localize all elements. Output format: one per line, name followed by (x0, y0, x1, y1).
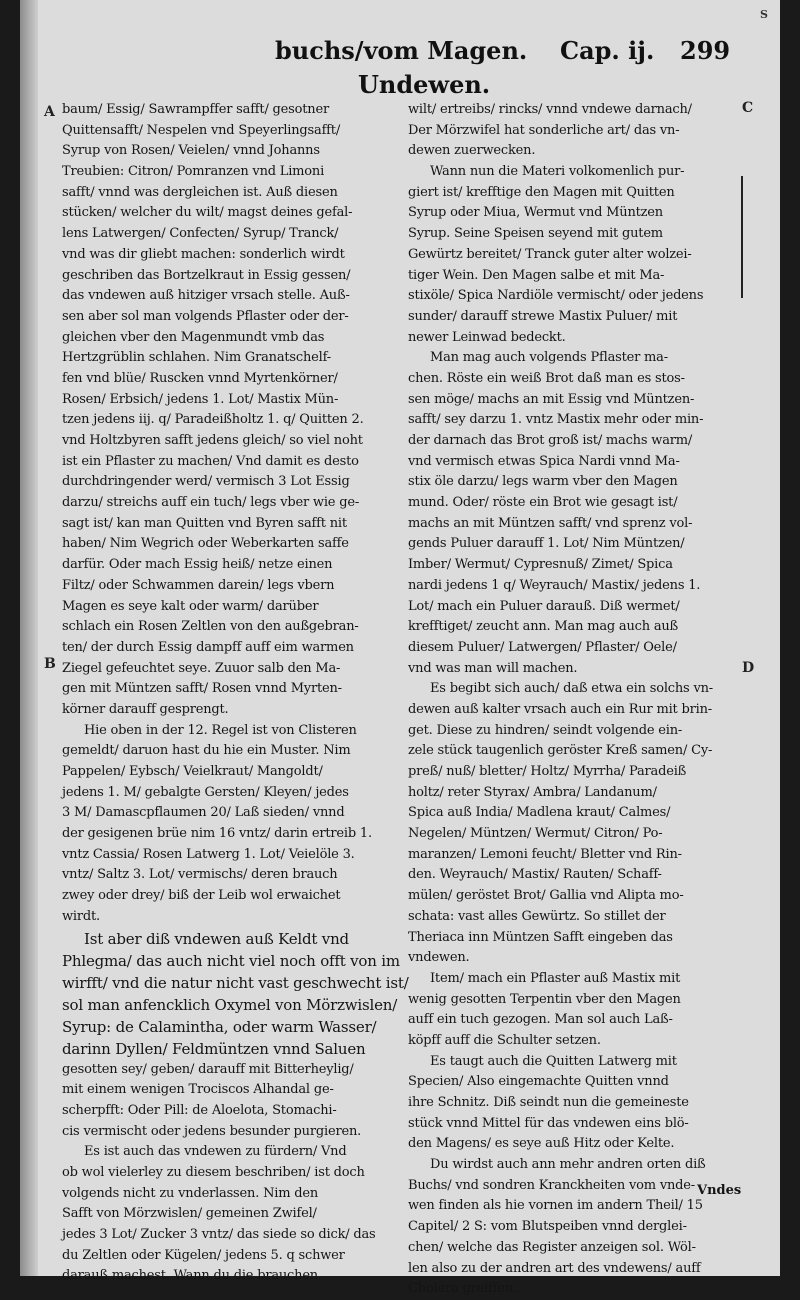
text-line: Hertzgrüblin schlahen. Nim Granatschelf- (62, 350, 331, 366)
text-line: Magen es seye kalt oder warm/ darüber (62, 598, 319, 614)
text-line: giert ist/ krefftige den Magen mit Quitten (408, 184, 675, 200)
text-line: Rosen/ Erbsich/ jedens 1. Lot/ Mastix Mün- (62, 391, 339, 407)
text-line: ob wol vielerley zu diesem beschriben/ ist doch (62, 1164, 365, 1180)
text-line: darauß machest. Wann du die brauchen (62, 1268, 318, 1284)
text-line: fen vnd blüe/ Ruscken vnnd Myrtenkörner/ (62, 370, 338, 386)
text-line: Gewürtz bereitet/ Tranck guter alter wolzei- (408, 246, 692, 262)
text-line: Es ist auch das vndewen zu fürdern/ Vnd (84, 1144, 347, 1160)
text-line: sen möge/ machs an mit Essig vnd Müntzen- (408, 391, 695, 407)
text-line: Theriaca inn Müntzen Safft eingeben das (408, 929, 673, 945)
text-line: Wann nun die Materi volkomenlich pur- (430, 164, 685, 180)
text-line: baum/ Essig/ Sawrampffer safft/ gesotner (62, 102, 329, 117)
text-line: gends Puluer darauff 1. Lot/ Nim Müntzen/ (408, 536, 685, 552)
text-line: Filtz/ oder Schwammen darein/ legs vbern (62, 577, 335, 593)
section-title: Undewen. (358, 70, 491, 99)
text-line: diesem Puluer/ Latwergen/ Pflaster/ Oele/ (408, 639, 677, 655)
text-line: Lot/ mach ein Puluer darauß. Diß wermet/ (408, 598, 680, 614)
text-line: nardi jedens 1 q/ Weyrauch/ Mastix/ jedens 1. (408, 577, 701, 593)
text-line: köpff auff die Schulter setzen. (408, 1032, 601, 1048)
text-line: stücken/ welcher du wilt/ magst deines gefal- (62, 205, 353, 221)
text-line: scherpfft: Oder Pill: de Aloelota, Stomachi- (62, 1102, 337, 1118)
margin-letter-b: B (44, 656, 56, 672)
text-line: vnd was dir gliebt machen: sonderlich wirdt (62, 246, 345, 262)
text-line: vndewen. (408, 950, 470, 966)
text-line: Syrup von Rosen/ Veielen/ vnnd Johanns (62, 143, 320, 159)
text-line: Du wirdst auch ann mehr andren orten diß (430, 1157, 706, 1173)
text-line: 3 M/ Damascpflaumen 20/ Laß sieden/ vnnd (62, 805, 345, 821)
text-line: Specien/ Also eingemachte Quitten vnnd (408, 1074, 669, 1090)
text-line: maranzen/ Lemoni feucht/ Bletter vnd Rin- (408, 846, 682, 862)
text-line: das vndewen auß hitziger vrsach stelle. Auß- (62, 288, 350, 304)
text-line: stück vnnd Mittel für das vndewen eins blö- (408, 1115, 689, 1131)
text-line: den Magens/ es seye auß Hitz oder Kelte. (408, 1136, 675, 1152)
text-line: newer Leinwad bedeckt. (408, 329, 566, 345)
running-head: buchs/vom Magen. (275, 36, 528, 65)
text-line: machs an mit Müntzen safft/ vnd sprenz vol- (408, 515, 693, 531)
text-line: holtz/ reter Styrax/ Ambra/ Landanum/ (408, 784, 657, 800)
text-line: gen mit Müntzen safft/ Rosen vnnd Myrten- (62, 681, 342, 697)
margin-letter-d: D (742, 660, 755, 676)
text-line: körner darauff gesprengt. (62, 701, 229, 717)
text-line: Quittensafft/ Nespelen vnd Speyerlingsafft/ (62, 122, 340, 138)
text-line: Hie oben in der 12. Regel ist von Clisteren (84, 722, 357, 738)
text-line: Phlegma/ das auch nicht viel noch offt von im (62, 951, 400, 970)
text-line: vnd vermisch etwas Spica Nardi vnnd Ma- (408, 453, 680, 469)
text-line: auff ein tuch gezogen. Man sol auch Laß- (408, 1012, 673, 1028)
page-number: 299 (680, 36, 731, 65)
text-line: der darnach das Brot groß ist/ machs warm/ (408, 433, 693, 448)
text-line: dewen auß kalter vrsach auch ein Rur mit brin- (408, 701, 712, 717)
text-line: get. Diese zu hindren/ seindt volgende ein- (408, 722, 683, 738)
text-line: Syrup: de Calamintha, oder warm Wasser/ (62, 1017, 377, 1036)
text-line: Es begibt sich auch/ daß etwa ein solchs vn- (430, 681, 713, 697)
text-line: stix öle darzu/ legs warm vber den Magen (408, 474, 678, 490)
text-line: gemeldt/ daruon hast du hie ein Muster. Nim (62, 743, 351, 759)
text-line: safft/ vnnd was dergleichen ist. Auß diesen (62, 184, 338, 200)
text-line: darinn Dyllen/ Feldmüntzen vnnd Saluen (62, 1039, 366, 1058)
text-line: Spica auß India/ Madlena kraut/ Calmes/ (408, 805, 671, 821)
text-line: durchdringender werd/ vermisch 3 Lot Essig (62, 474, 350, 490)
margin-letter-a: A (44, 104, 55, 120)
text-line: Man mag auch volgends Pflaster ma- (430, 350, 668, 366)
text-line: Syrup. Seine Speisen seyend mit gutem (408, 226, 663, 242)
text-line: wenig gesotten Terpentin vber den Magen (408, 991, 681, 1007)
margin-letter-c: C (742, 100, 754, 116)
text-line: wirdt. (62, 908, 100, 924)
text-line: darfür. Oder mach Essig heiß/ netze einen (62, 557, 333, 573)
catchword: Vndes (697, 1183, 742, 1198)
text-line: sunder/ darauff strewe Mastix Puluer/ mit (408, 308, 678, 324)
text-line: schlach ein Rosen Zeltlen von den außgebran- (62, 619, 359, 635)
text-line: vnd Holtzbyren safft jedens gleich/ so viel noht (62, 433, 363, 448)
text-line: zwey oder drey/ biß der Leib wol erwaichet (62, 888, 341, 904)
text-line: Ist aber diß vndewen auß Keldt vnd (84, 929, 349, 948)
text-line: stixöle/ Spica Nardiöle vermischt/ oder jedens (408, 288, 704, 304)
text-line: dewen zuerwecken. (408, 143, 536, 159)
text-line: Negelen/ Müntzen/ Wermut/ Citron/ Po- (408, 826, 663, 842)
text-line: zele stück taugenlich geröster Kreß samen/ Cy- (408, 743, 713, 759)
text-line: mit einem wenigen Trociscos Alhandal ge- (62, 1082, 334, 1098)
text-line: lens Latwergen/ Confecten/ Syrup/ Tranck/ (62, 226, 339, 242)
text-line: safft/ sey darzu 1. vntz Mastix mehr oder min- (408, 412, 704, 428)
text-line: krefftiget/ zeucht ann. Man mag auch auß (408, 619, 679, 635)
text-line: vnd was man will machen. (408, 660, 578, 676)
text-line: Pappelen/ Eybsch/ Veielkraut/ Mangoldt/ (62, 764, 323, 779)
text-line: schata: vast alles Gewürtz. So stillet der (408, 908, 666, 924)
book-page (20, 0, 780, 1297)
chapter-label: Cap. ij. (560, 36, 655, 65)
text-line: Safft von Mörzwislen/ gemeinen Zwifel/ (62, 1206, 317, 1222)
text-line: Ziegel gefeuchtet seye. Zuuor salb den Ma- (62, 660, 341, 676)
text-line: Item/ mach ein Pflaster auß Mastix mit (430, 970, 681, 986)
text-line: geschriben das Bortzelkraut in Essig gessen/ (62, 267, 351, 283)
text-line: vntz/ Saltz 3. Lot/ vermischs/ deren brauch (62, 867, 338, 883)
text-line: vntz Cassia/ Rosen Latwerg 1. Lot/ Veielöle 3. (62, 846, 355, 862)
text-line: jedens 1. M/ gebalgte Gersten/ Kleyen/ jedes (62, 784, 349, 800)
text-line: wen finden als hie vornen im andern Theil/ 15 (408, 1198, 703, 1214)
text-line: wirfft/ vnd die natur nicht vast geschwecht ist/ (62, 973, 409, 992)
text-line: Cholera greiffen. (408, 1281, 517, 1297)
text-line: gleichen vber den Magenmundt vmb das (62, 329, 325, 345)
left-text-column (62, 100, 409, 1287)
text-line: ihre Schnitz. Diß seindt nun die gemeineste (408, 1095, 689, 1110)
text-line: ist ein Pflaster zu machen/ Vnd damit es desto (62, 453, 359, 469)
text-line: jedes 3 Lot/ Zucker 3 vntz/ das siede so dick/ das (62, 1227, 376, 1242)
text-line: Syrup oder Miua, Wermut vnd Müntzen (408, 205, 663, 221)
text-line: preß/ nuß/ bletter/ Holtz/ Myrrha/ Paradeiß (408, 764, 687, 779)
text-line: der gesigenen brüe nim 16 vntz/ darin ertreib 1. (62, 826, 372, 842)
text-line: gesotten sey/ geben/ darauff mit Bitterheylig/ (62, 1061, 354, 1077)
text-line: volgends nicht zu vnderlassen. Nim den (62, 1185, 319, 1201)
text-line: cis vermischt oder jedens besunder purgieren. (62, 1123, 362, 1139)
page-gutter-shadow (20, 0, 38, 1276)
text-line: haben/ Nim Wegrich oder Weberkarten saffe (62, 536, 349, 552)
text-line: len also zu der andren art des vndewens/ auff (408, 1260, 701, 1276)
text-line: sen aber sol man volgends Pflaster oder der- (62, 308, 349, 324)
text-line: Es taugt auch die Quitten Latwerg mit (430, 1053, 677, 1069)
text-line: tiger Wein. Den Magen salbe et mit Ma- (408, 267, 665, 283)
text-line: Capitel/ 2 S: vom Blutspeiben vnnd derglei- (408, 1219, 687, 1235)
text-line: ten/ der durch Essig dampff auff eim warmen (62, 639, 354, 655)
right-text-column (408, 100, 738, 1300)
text-line: sol man anfencklich Oxymel von Mörzwislen/ (62, 995, 398, 1014)
text-line: sagt ist/ kan man Quitten vnd Byren safft nit (62, 515, 347, 531)
text-line: chen/ welche das Register anzeigen sol. Wöl- (408, 1239, 696, 1255)
text-line: wilt/ ertreibs/ rincks/ vnnd vndewe darnach/ (408, 102, 692, 117)
text-line: tzen jedens iij. q/ Paradeißholtz 1. q/ Quitten 2. (62, 412, 364, 428)
text-line: du Zeltlen oder Kügelen/ jedens 5. q schwer (62, 1247, 345, 1263)
text-line: chen. Röste ein weiß Brot daß man es stos- (408, 370, 685, 386)
text-line: mülen/ geröstet Brot/ Gallia vnd Alipta mo- (408, 888, 684, 904)
text-line: den. Weyrauch/ Mastix/ Rauten/ Schaff- (408, 867, 662, 883)
text-line: Buchs/ vnd sondren Kranckheiten vom vnde- (408, 1177, 695, 1193)
corner-mark: S (760, 8, 768, 21)
text-line: darzu/ streichs auff ein tuch/ legs vber wie ge- (62, 495, 360, 511)
text-line: Der Mörzwifel hat sonderliche art/ das vn- (408, 122, 680, 138)
text-line: mund. Oder/ röste ein Brot wie gesagt ist/ (408, 495, 678, 511)
text-line: Treubien: Citron/ Pomranzen vnd Limoni (62, 164, 325, 180)
text-line: Imber/ Wermut/ Cypresnuß/ Zimet/ Spica (408, 557, 673, 573)
